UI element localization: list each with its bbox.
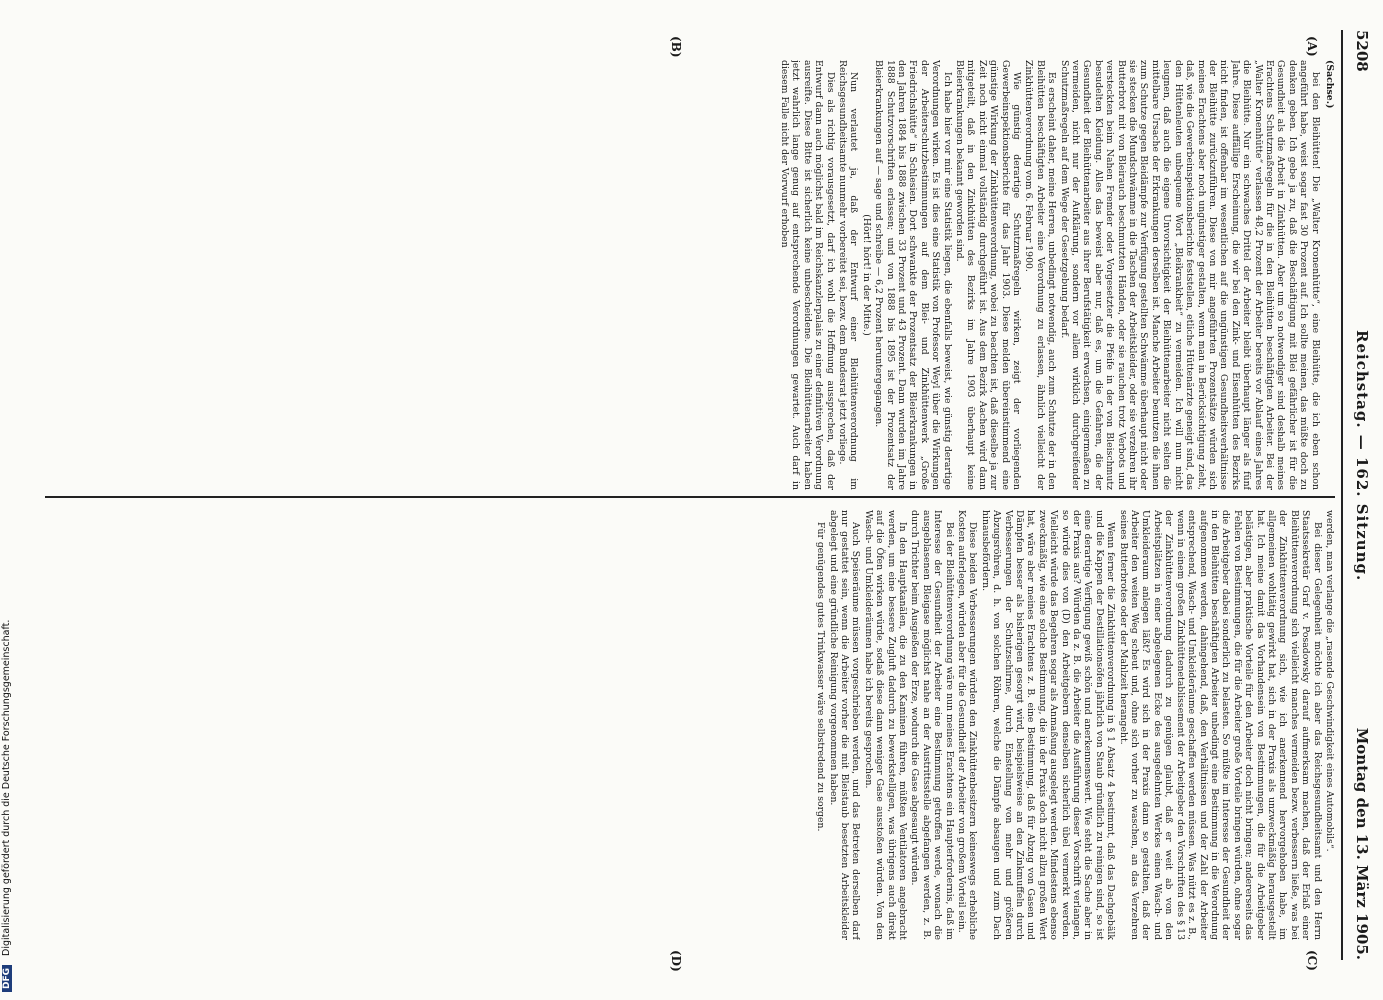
margin-mark-a: (A) — [1305, 36, 1319, 57]
margin-mark-b: (B) — [669, 36, 683, 58]
page-number: 5208 — [1353, 30, 1371, 72]
paragraph: Nun verlautet ja, daß der Entwurf einer Bleihüttenverordnung im Reichsgesundheitsamte nunmehr vorbereitet sei, bezw. dem Bundesrat jetzt vorliege. — [836, 60, 860, 490]
paragraph: Auch Speiseräume müssen vorgeschrieben werden, und das Betreten derselben darf nur gestattet sein, wenn die Arbeiter vorher die mit Bleistaub besetzten Arbeitskleider abgelegt und eine gründliche Reinigung vorgenommen haben. — [827, 510, 862, 940]
header-rule — [1341, 30, 1343, 960]
paragraph: Ich habe hier vor mir eine Statistik liegen, die ebenfalls beweist, wie günstig derartige Verordnungen wirken. Es ist dies eine Statistik von Professor Weyl über die Wirkungen der Arbeiterschutzbestimmungen auf dem Blei- und Zinkhüttenwerk „Große Friedrichshütte“ in Schlesien. Dort schwankte der Prozentsatz der Bleierkrankungen in den Jahren 1884 bis 1888 zwischen 33 Prozent und 43 Prozent. Dann wurden im Jahre 1888 Schutzvorschriften erlassen; und von 1888 bis 1895 ist der Prozentsatz der Bleierkrankungen auf — sage und schreibe — 6,2 Prozent heruntergegangen. — [873, 60, 953, 490]
paragraph: werden, man verlange die „rasende Geschwindigkeit eines Automobils“. — [1324, 510, 1335, 852]
paragraph: Es erscheint daher, meine Herren, unbedingt notwendig, auch zum Schutze der in den Bleihütten beschäftigten Arbeiter eine Verordnung zu erlassen, ähnlich vielleicht der Zinkhüttenverordnung vom 6. Februar 1900. — [1023, 60, 1058, 490]
margin-mark-c: (C) — [1305, 950, 1319, 971]
paragraph: Bei dieser Gelegenheit möchte ich aber das Reichsgesundheitsamt und den Herrn Staatssekretär Graf v. Posadowsky darauf aufmerksam machen, daß der Erlaß einer Bleihüttenverordnung sich vielleicht manches vermeiden bezw. verbessern ließe, was bei der Zinkhüttenverordnung sich, wie ich anerkennend hervorgehoben habe, im allgemeinen wohltätig gewirkt hat, sich in der Praxis als unzweckmäßig herausgestellt hat. Ich meine damit das Vorhandensein von Bestimmungen, die für die Arbeitgeber belästigen, aber praktische Vorteile für den Arbeiter doch nicht bringen; andererseits das Fehlen von Bestimmungen, die für die Arbeiter große Vorteile bringen würden, ohne sogar die Arbeitgeber dabei sonderlich zu belasten. So müßte im Interesse der Gesundheit der in den Bleihütten beschäftigten Arbeiter unbedingt eine Bestimmung in die Verordnung aufgenommen werden, dahingehend, daß, den Verhältnissen und der Zahl der Arbeiter entsprechend, Wasch- und Umkleideräume geschaffen werden müssen. Was nützt es z. B., wenn in einem großen Zinkhüttenetablissement der Arbeitgeber den Vorschriften des § 13 der Zinkhüttenverordnung dadurch zu genügen glaubt, daß er weit ab von den Arbeitsplätzen in einer abgelegenen Ecke des ausgedehnten Werkes einen Wasch- und Umkleideraum anlegen läßt? Es wird sich in der Praxis dann so gestalten, daß der Arbeiter den weiten Weg scheut und, ohne sich vorher zu waschen, an das Verzehren seines Butterbrotes oder der Mahlzeit herangeht. — [1117, 510, 1323, 940]
session-date: Montag den 13. März 1905. — [1353, 727, 1371, 960]
session-title: Reichstag. — 162. Sitzung. — [1353, 330, 1371, 582]
paragraph: bei den Bleihütten! Die „Walter Kronenhütte“, eine Bleihütte, die ich eben schon angeführt habe, weist sogar fast 30 Prozent auf. Ich sollte meinen, das müßte doch zu denken geben. Ich gebe ja zu, daß die Beschäftigung mit Blei gefährlicher ist für die Gesundheit als die Arbeit in Zinkhütten. Aber um so notwendiger sind deshalb meines Erachtens Schutzmaßregeln für die in den Bleihütten beschäftigten Arbeiter. Bei der „Walter Kronenhütte“ verlassen 48,2 Prozent der Arbeiter bereits vor Ablauf eines Jahres die Bleihütte. Nur ein schwaches Drittel der Arbeiter bleibt überhaupt länger als fünf Jahre. Diese auffällige Erscheinung, die wir bei den Zink- und Eisenhütten des Bezirks nicht finden, ist offenbar im wesentlichen auf die ungünstigen Gesundheitsverhältnisse der Bleihütte zurückzuführen. Diese von mir angeführten Prozentsätze würden sich meines Erachtens aber noch ungünstiger gestalten, wenn man in Berücksichtigung zieht, daß, wie die Gewerbeinspektionsberichte feststellen, etliche Hüttenärzte geneigt sind, das den Hüttenleuten unbequeme Wort „Bleikrankheit“ zu vermeiden. Ich will nun nicht leugnen, daß auch die eigene Unvorsichtigkeit der Bleihüttenarbeiter nicht selten die mittelbare Ursache der Erkrankungen derselben ist. Manche Arbeiter benutzen die ihnen zum Schutze gegen Bleidämpfe zur Verfügung gestellten Schwämme überhaupt nicht oder sie stecken die Mundschwämme in die Taschen der Arbeitskleider, oder sie verzehren ihr Butterbrot mit von Bleirauch beschmutzten Händen, oder sie rauchen trotz Verbots und versteckten beim Nahen Fremder oder Vorgesetzter die Pfeife in der von Bleischmutz besudelten Kleidung. Alles das beweist aber nur, daß es, um die Gefahren, die der Gesundheit der Bleihüttenarbeiter aus ihrer Berufstätigkeit erwachsen, einigermaßen zu vermeiden, nicht nur der Aufklärung, sondern vor allem wirklich durchgreifender Schutzmaßregeln auf dem Wege der Gesetzgebung bedarf. — [1058, 60, 1321, 490]
paragraph: Dies als richtig vorausgesetzt, darf ich wohl die Hoffnung aussprechen, daß der Entwurf dann auch möglichst bald im Reichskanzlerpalais zu einer definitiven Verordnung ausreifte. Diese Bitte ist sicherlich keine unbescheidene. Die Bleihüttenarbeiter haben jetzt wahrlich lange genug auf entsprechende Verordnungen gewartet. Auch darf in diesem Falle nicht der Vorwurf erhoben — [778, 60, 836, 490]
interjection: (Hört! hört! in der Mitte.) — [860, 214, 872, 336]
right-column — [45, 510, 1335, 940]
left-column — [45, 60, 1335, 490]
page-header — [1347, 30, 1371, 960]
dfg-funding-note: Digitalisierung gefördert durch die Deutsche Forschungsgemeinschaft. — [1, 619, 12, 956]
margin-mark-d: (D) — [669, 950, 683, 972]
paragraph: Wenn ferner die Zinkhüttenverordnung in § 1 Absatz 4 bestimmt, daß das Dachgebälk und die Kappen der Destillationsöfen jährlich von Staub gründlich zu reinigen sind, so ist eine derartige Verfügung gewiß schön und anerkennenswert. Wie steht die Sache aber in der Praxis aus? Würden da z. B. die Arbeiter die Ausführung dieser Vorschrift verlangen, so würde dies von (D) den Arbeitgebern denselben sicherlich übel vermerkt werden. Vielleicht würde das Begehren sogar als Anmaßung ausgelegt werden. Mindestens ebenso zweckmäßig, wie eine solche Bestimmung, die in der Praxis doch nicht allzu großen Wert hat, wäre aber meines Erachtens z. B. eine Bestimmung, daß für Abzug von Gasen und Dämpfen besser als bisherigen gesorgt wird, beispielsweise an den Zinkmuffeln durch Verbesserungen der Schutzschirme, durch Einstellung von mehr und größeren Abzugsröhren, d. h. von solchen Röhren, welche die Dämpfe absaugen und zum Dach hinausbefördern. — [979, 510, 1117, 940]
paragraph: In den Hauptkanälen, die zu den Kaminen führen, müßten Ventilatoren angebracht werden, um eine bessere Zugluft dadurch zu bewerkstelligen, was übrigens auch direkt auf die Öfen wirken würde, sodaß diese dann weniger Gase ausstoßen würden. Von den Wasch- und Umkleideräumen habe ich bereits gesprochen. — [862, 510, 908, 940]
dfg-logo: DFG — [2, 965, 12, 992]
column-divider — [45, 496, 1335, 498]
speaker-label: (Sachse.) — [1324, 60, 1335, 109]
dfg-footer — [0, 0, 22, 1000]
paragraph: Bei der Bleihüttenverordnung wäre nun meines Erachtens ein Haupterfordernis, daß im Interesse der Gesundheit der Arbeiter eine Bestimmung getroffen werde, wonach die ausgeblasenen Bleigase möglichst nahe an der Austrittsstelle abgefangen werden, z. B. durch Trichter beim Ausgießen der Erze, wodurch die Gase abgesaugt würden. — [909, 510, 955, 940]
paragraph: Wie günstig derartige Schutzmaßregeln wirken, zeigt der vorliegenden Gewerbeinspektionsberichte für das Jahr 1903. Diese melden übereinstimmend eine günstige Wirkung der Zinkhüttenverordnung, wobei zu beachten ist, daß dieselbe ja zur Zeit noch nicht einmal vollständig durchgeführt ist. Aus dem Bezirk Aachen wird dann mitgeteilt, daß in den Zinkhütten des Bezirks im Jahre 1903 überhaupt keine Bleierkrankungen bekannt geworden sind. — [954, 60, 1023, 490]
paragraph: Diese beiden Verbesserungen würden den Zinkhüttenbesitzern keineswegs erhebliche Kosten auferlegen, würden aber für die Gesundheit der Arbeiter von großem Vorteil sein. — [956, 510, 979, 940]
paragraph: Für genügendes gutes Trinkwasser wäre selbstredend zu sorgen. — [815, 522, 827, 832]
